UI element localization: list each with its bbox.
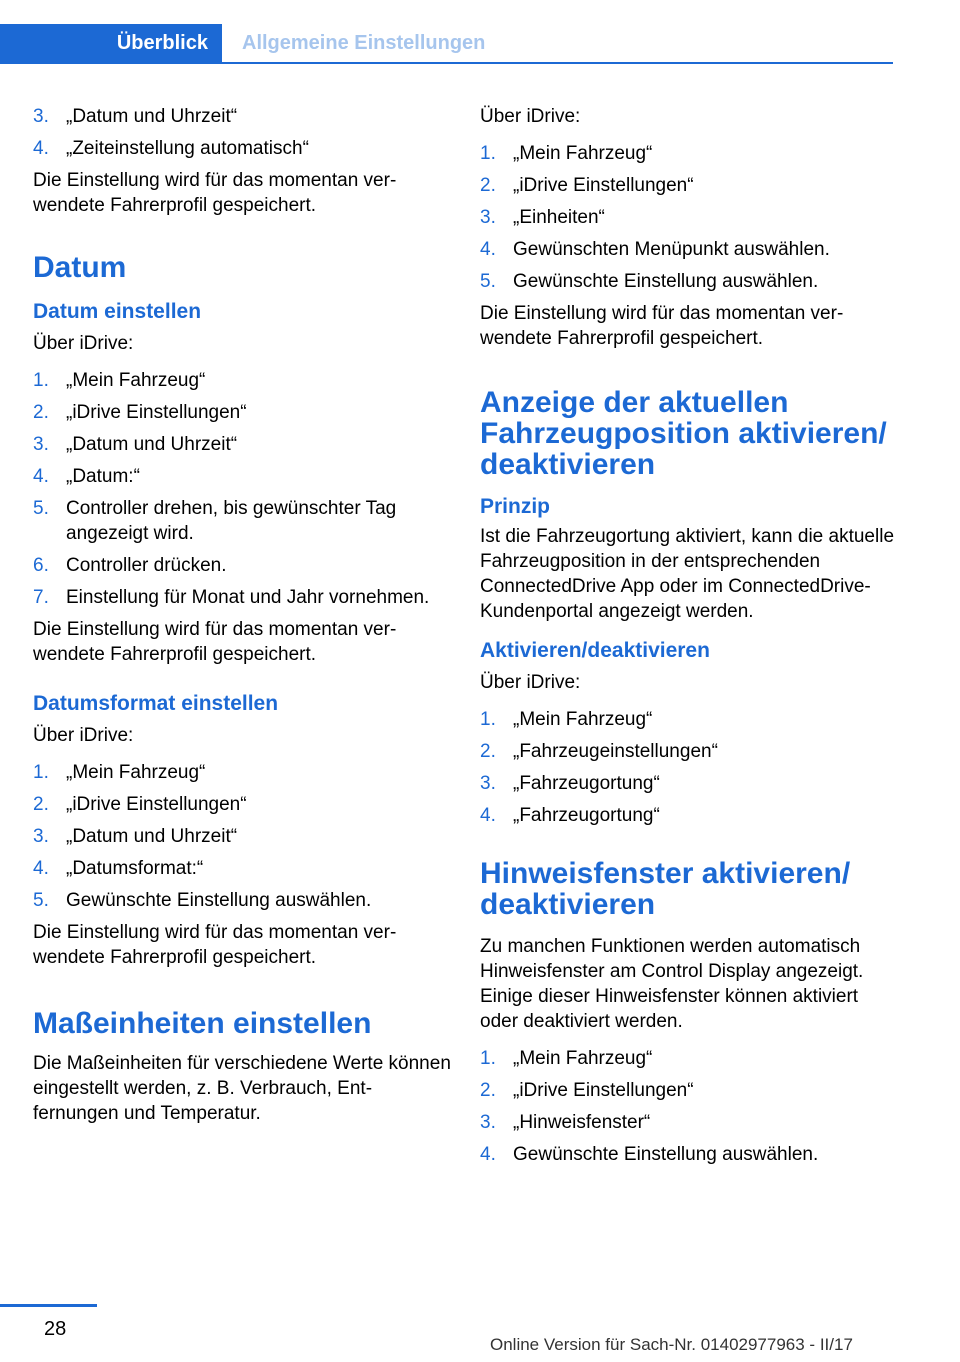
paragraph: Die Einstellung wird für das momentan verwendete Fahrerprofil gespeichert. xyxy=(480,303,844,349)
list-item xyxy=(480,803,898,828)
list-item-number: 1. xyxy=(33,762,49,783)
list-item-text: Gewünschte Einstellung auswählen. xyxy=(66,890,372,911)
list-item xyxy=(480,141,898,166)
list-item-text: Gewünschten Menüpunkt auswählen. xyxy=(513,239,830,260)
list-item-number: 2. xyxy=(33,402,49,423)
list-item-number: 5. xyxy=(480,271,496,292)
tab-allgemeine-einstellungen[interactable]: Allgemeine Einstellungen xyxy=(242,31,486,54)
list-item xyxy=(33,136,451,161)
subheading-datum-einstellen: Datum einstellen xyxy=(33,300,202,323)
list-item-number: 3. xyxy=(33,434,49,455)
list-item xyxy=(480,1142,898,1167)
subheading-datumsformat: Datumsformat einstellen xyxy=(33,692,279,715)
list-item-number: 3. xyxy=(480,773,496,794)
lead-text: Über iDrive: xyxy=(33,725,134,746)
step-list xyxy=(33,104,451,161)
list-item-text: „Mein Fahrzeug“ xyxy=(513,709,653,730)
list-item-text: Gewünschte Einstellung auswählen. xyxy=(513,1144,819,1165)
list-item-text: „iDrive Einstellungen“ xyxy=(66,402,247,423)
list-item-text: „Zeiteinstellung automatisch“ xyxy=(66,138,309,159)
list-item-text: „iDrive Einstellungen“ xyxy=(513,1080,694,1101)
list-item-text: „Hinweisfenster“ xyxy=(513,1112,651,1133)
list-item-number: 1. xyxy=(480,709,496,730)
paragraph: Die Maßeinheiten für verschiedene Werte können eingestellt werden, z. B. Verbrauch, Entfernungen und Temperatur. xyxy=(33,1053,451,1124)
list-item-text: „iDrive Einstellungen“ xyxy=(66,794,247,815)
paragraph: Ist die Fahrzeugortung aktiviert, kann die aktuelle Fahrzeugposition in der entsprechenden ConnectedDrive App oder im ConnectedDrive-Kundenportal angezeigt werden. xyxy=(480,526,895,622)
list-item-number: 3. xyxy=(480,207,496,228)
list-item-text: „Datum und Uhrzeit“ xyxy=(66,106,238,127)
section-heading-anzeige: Anzeige der aktuellen Fahrzeugposition aktivieren/ deaktivieren xyxy=(480,386,887,481)
list-item-number: 6. xyxy=(33,555,49,576)
lead-text: Über iDrive: xyxy=(33,333,134,354)
paragraph: Die Einstellung wird für das momentan verwendete Fahrerprofil gespeichert. xyxy=(33,170,397,216)
list-item xyxy=(33,792,451,817)
footer-rule xyxy=(0,1304,97,1307)
list-item xyxy=(480,1046,898,1071)
list-item xyxy=(33,888,451,913)
list-item-text: „Datum und Uhrzeit“ xyxy=(66,826,238,847)
subheading-prinzip: Prinzip xyxy=(480,495,551,518)
list-item-text: „Fahrzeugortung“ xyxy=(513,805,660,826)
list-item-text: „Mein Fahrzeug“ xyxy=(66,762,206,783)
list-item xyxy=(480,237,898,262)
section-heading-hinweisfenster: Hinweisfenster aktivieren/ deaktivieren xyxy=(480,857,851,921)
lead-text: Über iDrive: xyxy=(480,106,581,127)
section-heading-masseinheiten: Maßeinheiten einstellen xyxy=(33,1007,372,1040)
list-item xyxy=(480,173,898,198)
list-item xyxy=(480,771,898,796)
list-item xyxy=(33,104,451,129)
paragraph: Zu manchen Funktionen werden automatisch Hinweisfenster am Control Display angezeigt. Einige dieser Hinweisfenster können aktiviert oder deaktiviert werden. xyxy=(480,936,864,1032)
paragraph: Die Einstellung wird für das momentan verwendete Fahrerprofil gespeichert. xyxy=(33,922,397,968)
list-item xyxy=(33,585,451,610)
step-list xyxy=(480,707,898,828)
step-list xyxy=(33,760,451,913)
list-item-number: 3. xyxy=(480,1112,496,1133)
list-item-number: 2. xyxy=(480,741,496,762)
list-item-text: „Fahrzeugeinstellungen“ xyxy=(513,741,718,762)
list-item xyxy=(33,368,451,393)
list-item-number: 3. xyxy=(33,826,49,847)
list-item xyxy=(480,707,898,732)
list-item-text: „Mein Fahrzeug“ xyxy=(513,1048,653,1069)
section-heading-datum: Datum xyxy=(33,251,127,284)
list-item-text: Einstellung für Monat und Jahr vornehmen. xyxy=(66,587,430,608)
list-item-text: „iDrive Einstellungen“ xyxy=(513,175,694,196)
list-item-text: „Fahrzeugortung“ xyxy=(513,773,660,794)
tab-ueberblick[interactable]: Überblick xyxy=(0,24,222,62)
list-item xyxy=(480,205,898,230)
list-item-number: 7. xyxy=(33,587,49,608)
list-item xyxy=(33,464,451,489)
step-list xyxy=(480,1046,898,1167)
footer-online-version: Online Version für Sach-Nr. 01402977963 - II/17 xyxy=(490,1335,853,1354)
list-item xyxy=(33,496,451,546)
list-item-number: 5. xyxy=(33,498,49,519)
list-item-text: Gewünschte Einstellung auswählen. xyxy=(513,271,819,292)
list-item-number: 2. xyxy=(480,1080,496,1101)
list-item-number: 1. xyxy=(33,370,49,391)
list-item-number: 2. xyxy=(480,175,496,196)
list-item-number: 1. xyxy=(480,1048,496,1069)
list-item xyxy=(33,760,451,785)
page-header xyxy=(0,24,893,64)
list-item-text: „Mein Fahrzeug“ xyxy=(66,370,206,391)
step-list xyxy=(480,141,898,294)
list-item-text: „Einheiten“ xyxy=(513,207,605,228)
list-item-text: „Datum und Uhrzeit“ xyxy=(66,434,238,455)
list-item xyxy=(480,1110,898,1135)
list-item xyxy=(480,269,898,294)
list-item-text: „Mein Fahrzeug“ xyxy=(513,143,653,164)
list-item xyxy=(33,824,451,849)
list-item-number: 4. xyxy=(480,1144,496,1165)
list-item-number: 4. xyxy=(480,239,496,260)
list-item xyxy=(480,739,898,764)
list-item xyxy=(480,1078,898,1103)
left-column xyxy=(33,104,451,1126)
list-item xyxy=(33,856,451,881)
lead-text: Über iDrive: xyxy=(480,672,581,693)
list-item-number: 5. xyxy=(33,890,49,911)
list-item xyxy=(33,553,451,578)
list-item-number: 3. xyxy=(33,106,49,127)
list-item-text: „Datum:“ xyxy=(66,466,140,487)
list-item xyxy=(33,400,451,425)
list-item-number: 4. xyxy=(33,138,49,159)
subheading-aktivieren: Aktivieren/deaktivieren xyxy=(480,639,710,662)
list-item-text: Controller drehen, bis gewünschter Tag angezeigt wird. xyxy=(66,498,397,544)
page-number: 28 xyxy=(44,1318,67,1340)
list-item-number: 1. xyxy=(480,143,496,164)
list-item-text: „Datumsformat:“ xyxy=(66,858,204,879)
list-item-number: 4. xyxy=(33,466,49,487)
list-item-number: 4. xyxy=(33,858,49,879)
right-column xyxy=(480,104,898,1174)
list-item-text: Controller drücken. xyxy=(66,555,227,576)
step-list xyxy=(33,368,451,610)
list-item xyxy=(33,432,451,457)
list-item-number: 2. xyxy=(33,794,49,815)
paragraph: Die Einstellung wird für das momentan verwendete Fahrerprofil gespeichert. xyxy=(33,619,397,665)
list-item-number: 4. xyxy=(480,805,496,826)
